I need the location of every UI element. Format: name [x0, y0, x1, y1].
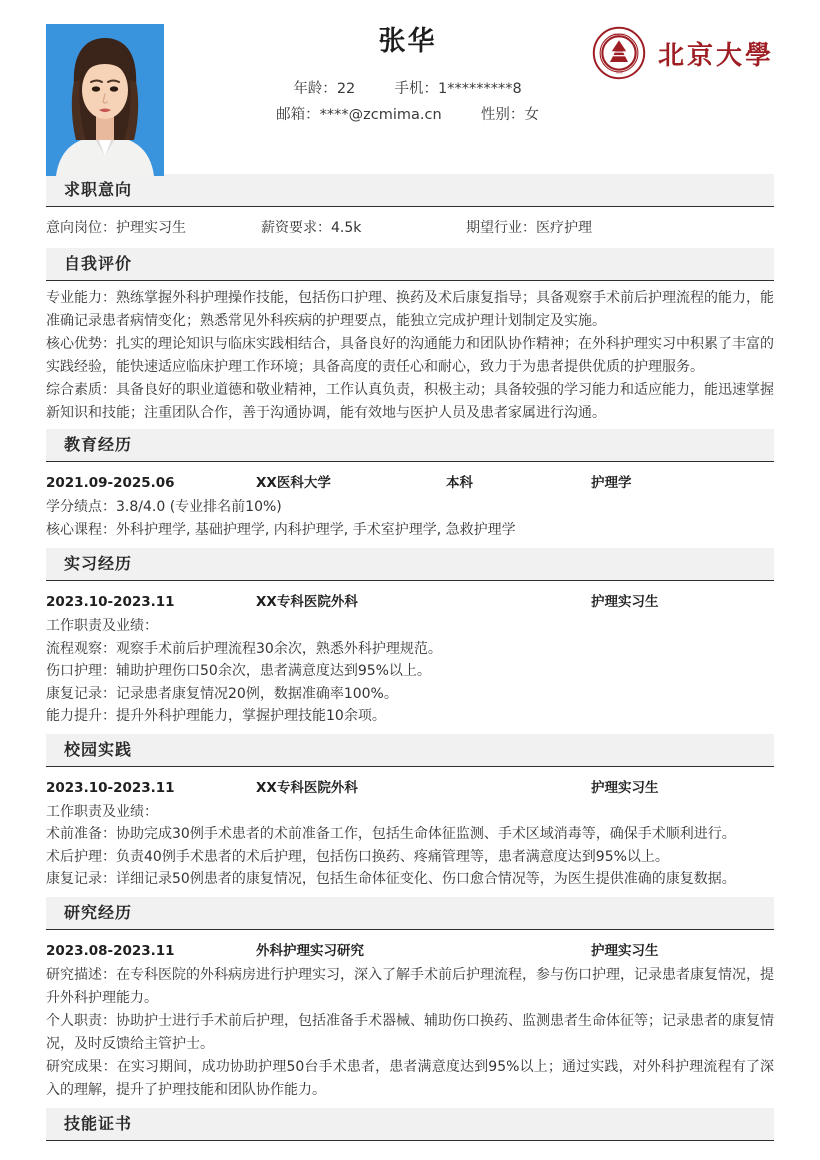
section-title: 求职意向 — [64, 180, 133, 199]
detail-paragraph: 个人职责：协助护士进行手术前后护理，包括准备手术器械、辅助伤口换药、监测患者生命体征等；记录患者的康复情况，及时反馈给主管护士。 — [46, 1012, 774, 1052]
section-job-intent — [46, 174, 774, 244]
detail-line: 核心课程：外科护理学, 基础护理学, 内科护理学, 手术室护理学, 急救护理学 — [46, 522, 516, 538]
university-name: 北京大學 — [657, 40, 774, 71]
self-evaluation-paragraph: 综合素质：具备良好的职业道德和敬业精神，工作认真负责，积极主动；具备较强的学习能力和适应能力，能迅速掌握新知识和技能；注重团队合作，善于沟通协调，能有效地与医护人员及患者家属进行沟通。 — [46, 382, 774, 421]
detail-line: 工作职责及业绩： — [46, 618, 158, 634]
svg-text:1898: 1898 — [615, 70, 623, 75]
identity-block — [236, 22, 579, 128]
meta-email: 邮箱：****@zcmima.cn — [276, 107, 442, 123]
detail-line: 学分绩点：3.8/4.0 (专业排名前10%) — [46, 499, 282, 515]
detail-line: 康复记录：详细记录50例患者的康复情况，包括生命体征变化、伤口愈合情况等，为医生提供准确的康复数据。 — [46, 871, 736, 887]
entry-major: 护理学 — [591, 475, 632, 491]
section-internship — [46, 548, 774, 730]
entry-organization: XX专科医院外科 — [256, 779, 358, 796]
entry-topic: 外科护理实习研究 — [256, 942, 364, 959]
resume-header — [46, 0, 774, 170]
entry-date: 2023.08-2023.11 — [46, 942, 175, 959]
section-education — [46, 429, 774, 544]
section-header — [46, 174, 774, 207]
avatar — [46, 24, 164, 176]
research-entry-header — [46, 936, 774, 964]
meta-row-2 — [236, 102, 579, 128]
section-title: 自我评价 — [64, 254, 133, 273]
self-evaluation-paragraph: 专业能力：熟练掌握外科护理操作技能，包括伤口护理、换药及术后康复指导；具备观察手术前后护理流程的能力，能准确记录患者病情变化；熟悉常见外科疾病的护理要点，能独立完成护理计划制定及实施。 — [46, 290, 774, 329]
section-header — [46, 429, 774, 462]
entry-extra — [446, 590, 591, 614]
internship-details — [46, 615, 774, 730]
detail-line: 流程观察：观察手术前后护理流程30余次，熟悉外科护理规范。 — [46, 640, 442, 657]
detail-line: 术前准备：协助完成30例手术患者的术前准备工作，包括生命体征监测、手术区域消毒等，确保手术顺利进行。 — [46, 826, 736, 842]
section-self-evaluation — [46, 248, 774, 425]
detail-line: 伤口护理：辅助护理伤口50余次，患者满意度达到95%以上。 — [46, 663, 431, 679]
meta-age: 年龄：22 — [293, 81, 356, 97]
entry-degree: 本科 — [446, 475, 473, 491]
self-evaluation-paragraph: 核心优势：扎实的理论知识与临床实践相结合，具备良好的沟通能力和团队协作精神；在外科护理实习中积累了丰富的实践经验，能快速适应临床护理工作环境；具备高度的责任心和耐心，致力于为患者提供优质的护理服务。 — [46, 336, 774, 375]
section-header — [46, 248, 774, 281]
entry-role: 护理实习生 — [591, 594, 659, 610]
meta-row-1 — [236, 76, 579, 102]
university-logo — [592, 26, 774, 80]
section-campus-practice — [46, 734, 774, 893]
education-entry-header — [46, 468, 774, 496]
entry-extra — [446, 776, 591, 800]
entry-role: 护理实习生 — [591, 779, 659, 796]
section-title: 研究经历 — [64, 902, 133, 922]
detail-line: 术后护理：负责40例手术患者的术后护理，包括伤口换药、疼痛管理等，患者满意度达到95%以上。 — [46, 848, 669, 865]
meta-gender: 性别：女 — [480, 107, 539, 123]
peking-university-seal-icon — [592, 26, 646, 80]
section-header — [46, 734, 774, 767]
svg-text:PEKING: PEKING — [612, 32, 626, 37]
section-title: 技能证书 — [64, 1113, 133, 1133]
detail-line: 能力提升：提升外科护理能力，掌握护理技能10余项。 — [46, 708, 386, 724]
entry-date: 2021.09-2025.06 — [46, 475, 175, 491]
section-header — [46, 548, 774, 581]
field-salary-expectation: 薪资要求：4.5k — [261, 220, 362, 236]
entry-extra — [446, 939, 591, 963]
field-target-position: 意向岗位：护理实习生 — [46, 220, 186, 236]
section-title: 教育经历 — [64, 435, 133, 454]
job-intent-fields — [46, 213, 774, 244]
detail-paragraph: 研究成果：在实习期间，成功协助护理50台手术患者，患者满意度达到95%以上；通过实践，对外科护理流程有了深入的理解，提升了护理技能和团队协作能力。 — [46, 1058, 774, 1098]
education-details — [46, 496, 774, 544]
entry-date: 2023.10-2023.11 — [46, 779, 175, 796]
section-skills-certificates — [46, 1108, 774, 1141]
entry-role: 护理实习生 — [591, 942, 659, 959]
field-target-industry: 期望行业：医疗护理 — [466, 220, 592, 236]
detail-line: 工作职责及业绩： — [46, 803, 158, 820]
detail-line: 康复记录：记录患者康复情况20例，数据准确率100%。 — [46, 685, 398, 702]
campus-details — [46, 801, 774, 893]
section-title: 校园实践 — [64, 739, 133, 759]
internship-entry-header — [46, 587, 774, 615]
entry-date: 2023.10-2023.11 — [46, 594, 175, 610]
detail-paragraph: 研究描述：在专科医院的外科病房进行护理实习，深入了解手术前后护理流程，参与伤口护理，记录患者康复情况，提升外科护理能力。 — [46, 966, 774, 1006]
page-title: 张华 — [378, 26, 437, 57]
section-header — [46, 1108, 774, 1141]
section-research — [46, 897, 774, 1104]
research-details — [46, 964, 774, 1104]
section-header — [46, 897, 774, 930]
section-title: 实习经历 — [64, 554, 133, 573]
entry-organization: XX医科大学 — [256, 475, 331, 491]
meta-phone: 手机：1*********8 — [394, 81, 522, 97]
campus-entry-header — [46, 773, 774, 801]
entry-organization: XX专科医院外科 — [256, 594, 358, 610]
